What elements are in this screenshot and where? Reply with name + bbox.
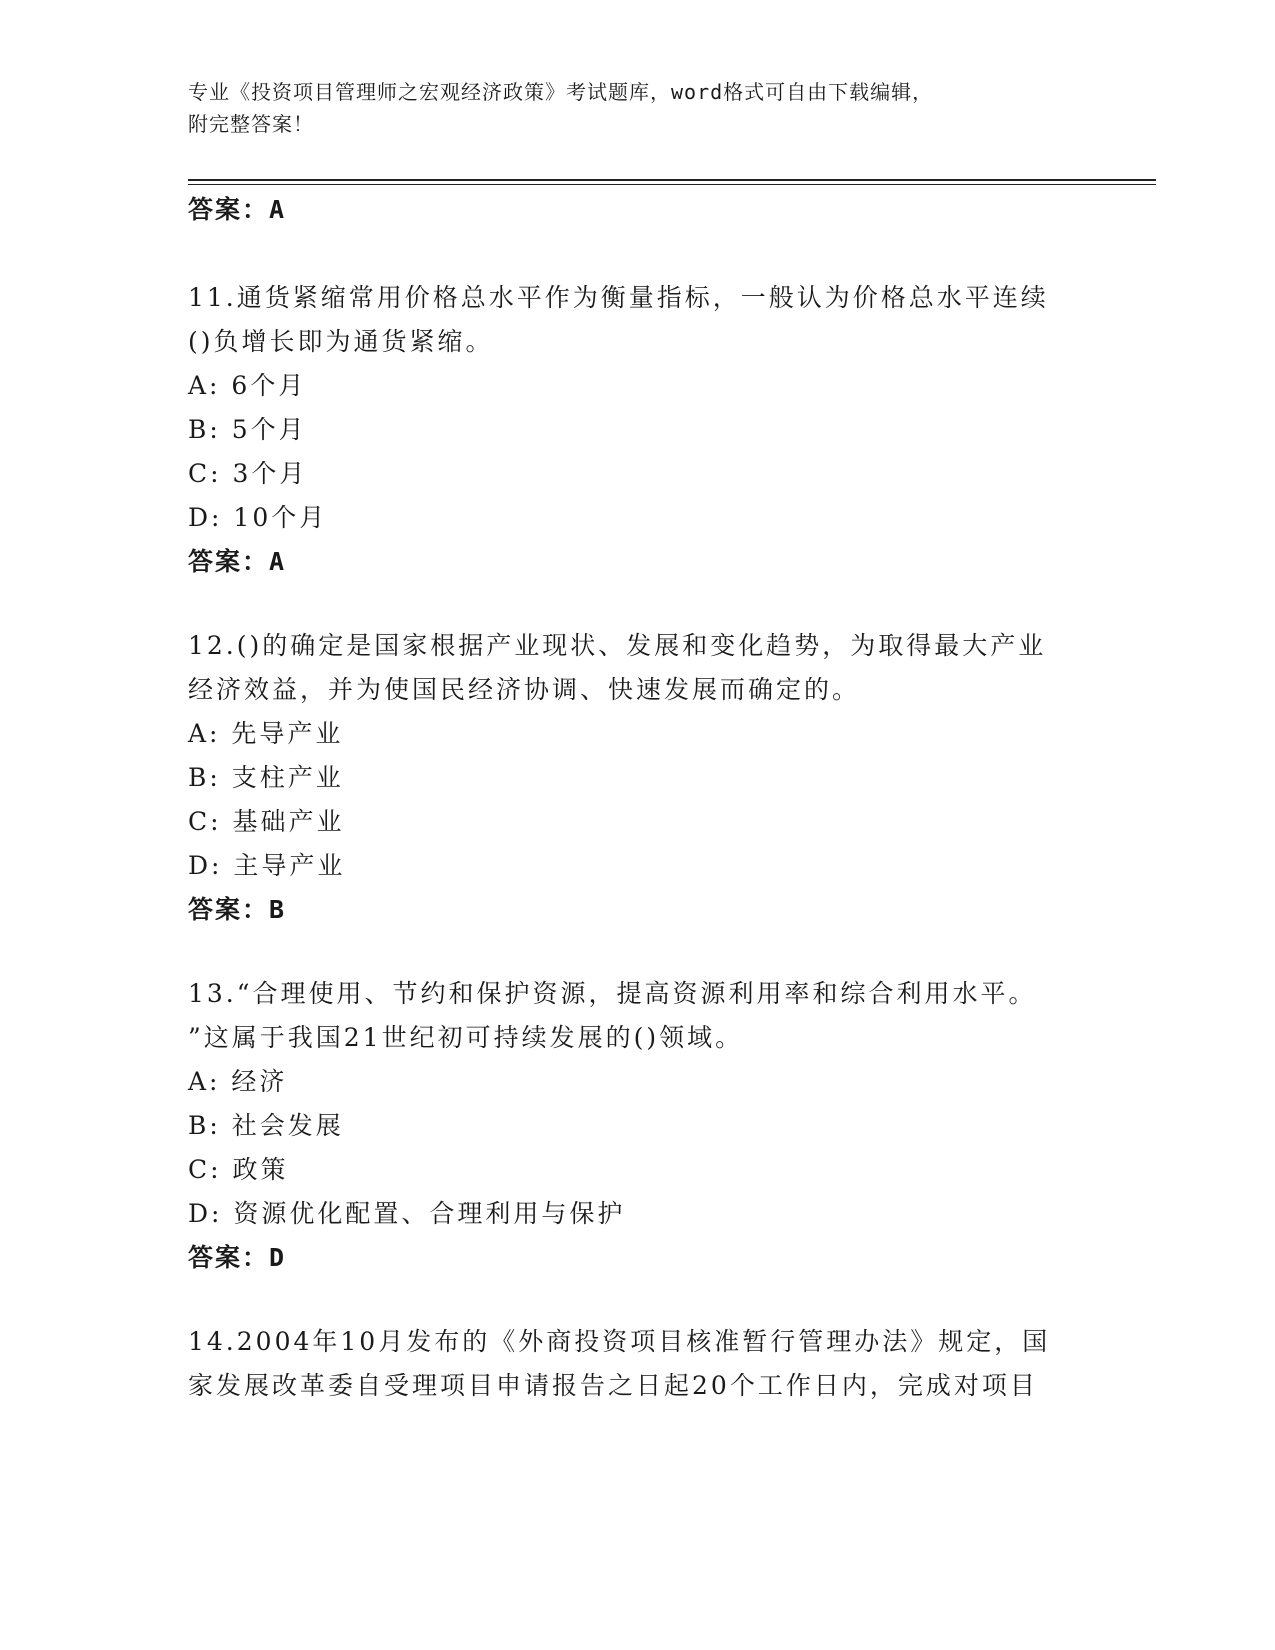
- header-divider-thin: [188, 184, 1156, 185]
- question-13-stem-line-2: ”这属于我国21世纪初可持续发展的()领域。: [188, 1023, 744, 1052]
- question-11-option-b: B: 5个月: [188, 415, 307, 444]
- question-14-stem-line-2: 家发展改革委自受理项目申请报告之日起20个工作日内，完成对项目: [188, 1371, 1038, 1400]
- question-11-option-a: A: 6个月: [188, 371, 307, 400]
- question-12-option-b: B: 支柱产业: [188, 763, 344, 792]
- question-11-answer: 答案：A: [188, 547, 287, 576]
- question-13-stem-line-1: 13.“合理使用、节约和保护资源，提高资源利用率和综合利用水平。: [188, 979, 1037, 1008]
- question-12-stem-line-2: 经济效益，并为使国民经济协调、快速发展而确定的。: [188, 675, 861, 704]
- question-13-option-a: A: 经济: [188, 1067, 288, 1096]
- question-11-option-c: C: 3个月: [188, 459, 308, 488]
- question-14-stem-line-1: 14.2004年10月发布的《外商投资项目核准暂行管理办法》规定，国: [188, 1327, 1051, 1356]
- header-line-1: 专业《投资项目管理师之宏观经济政策》考试题库，word格式可自由下载编辑，: [188, 80, 934, 104]
- question-11-option-d: D: 10个月: [188, 503, 328, 532]
- question-11-stem-line-2: ()负增长即为通货紧缩。: [188, 327, 494, 356]
- question-13-answer: 答案：D: [188, 1243, 287, 1272]
- question-12-stem-line-1: 12.()的确定是国家根据产业现状、发展和变化趋势，为取得最大产业: [188, 631, 1047, 660]
- question-12-option-d: D: 主导产业: [188, 851, 346, 880]
- question-12-option-a: A: 先导产业: [188, 719, 344, 748]
- header-divider-thick: [188, 179, 1156, 181]
- header-line-2: 附完整答案！: [188, 112, 314, 136]
- question-12-answer: 答案：B: [188, 895, 287, 924]
- question-13-option-b: B: 社会发展: [188, 1111, 344, 1140]
- question-12-option-c: C: 基础产业: [188, 807, 345, 836]
- previous-answer: 答案：A: [188, 195, 287, 224]
- question-11-stem-line-1: 11.通货紧缩常用价格总水平作为衡量指标，一般认为价格总水平连续: [188, 283, 1049, 312]
- question-13-option-d: D: 资源优化配置、合理利用与保护: [188, 1199, 626, 1228]
- document-header: [188, 76, 1088, 140]
- question-13-option-c: C: 政策: [188, 1155, 289, 1184]
